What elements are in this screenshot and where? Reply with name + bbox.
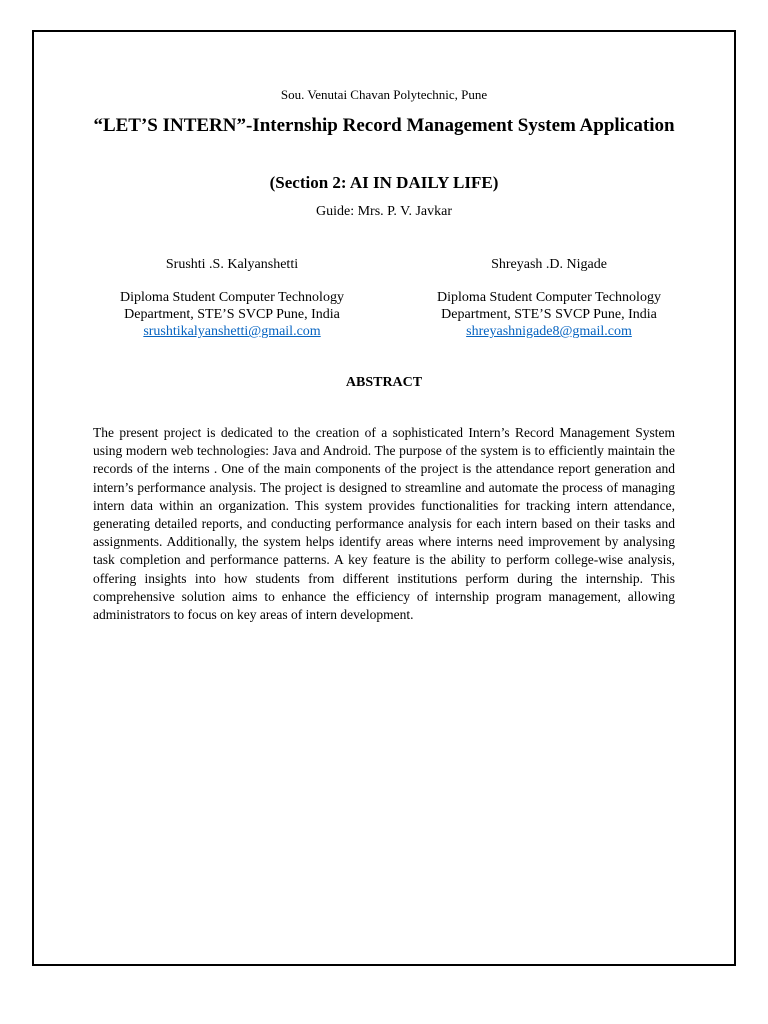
- author-affiliation: Department, STE’S SVCP Pune, India: [124, 307, 340, 322]
- author-name: Shreyash .D. Nigade: [491, 257, 607, 272]
- abstract-paragraph: The present project is dedicated to the creation of a sophisticated Intern’s Record Management System using modern web technologies: Java and Android. The purpose of the system is to efficiently maintain the records of the interns . One of the main components of the project is the attendance report generation and intern’s performance analysis. The project is designed to streamline and automate the process of managing intern data within an organization. This system provides functionalities for tracking intern attendance, generating detailed reports, and conducting performance analysis for each intern based on their tasks and assignments. Additionally, the system helps identify areas where interns need improvement by analysing task completion and performance patterns. A key feature is the ability to perform college-wise analysis, offering insights into how students from different institutions perform during the internship. This comprehensive solution aims to enhance the efficiency of internship program management, allowing administrators to focus on key areas of intern development.: [93, 425, 675, 623]
- author-name: Srushti .S. Kalyanshetti: [165, 257, 299, 272]
- author-email-link[interactable]: shreyashnigade8@gmail.com: [466, 324, 632, 339]
- author-affiliation: Diploma Student Computer Technology: [120, 290, 344, 305]
- author-affiliation: Diploma Student Computer Technology: [437, 290, 661, 305]
- author-email-link[interactable]: srushtikalyanshetti@gmail.com: [143, 324, 321, 339]
- guide-name: Guide: Mrs. P. V. Javkar: [316, 204, 452, 219]
- author-affiliation: Department, STE’S SVCP Pune, India: [441, 307, 657, 322]
- abstract-heading: ABSTRACT: [345, 375, 423, 390]
- paper-title: “LET’S INTERN”-Internship Record Management System Application: [93, 115, 675, 136]
- institution-name: Sou. Venutai Chavan Polytechnic, Pune: [280, 87, 488, 102]
- section-label: (Section 2: AI IN DAILY LIFE): [269, 173, 499, 192]
- author-block-2: [409, 256, 689, 340]
- author-block-1: [92, 256, 372, 340]
